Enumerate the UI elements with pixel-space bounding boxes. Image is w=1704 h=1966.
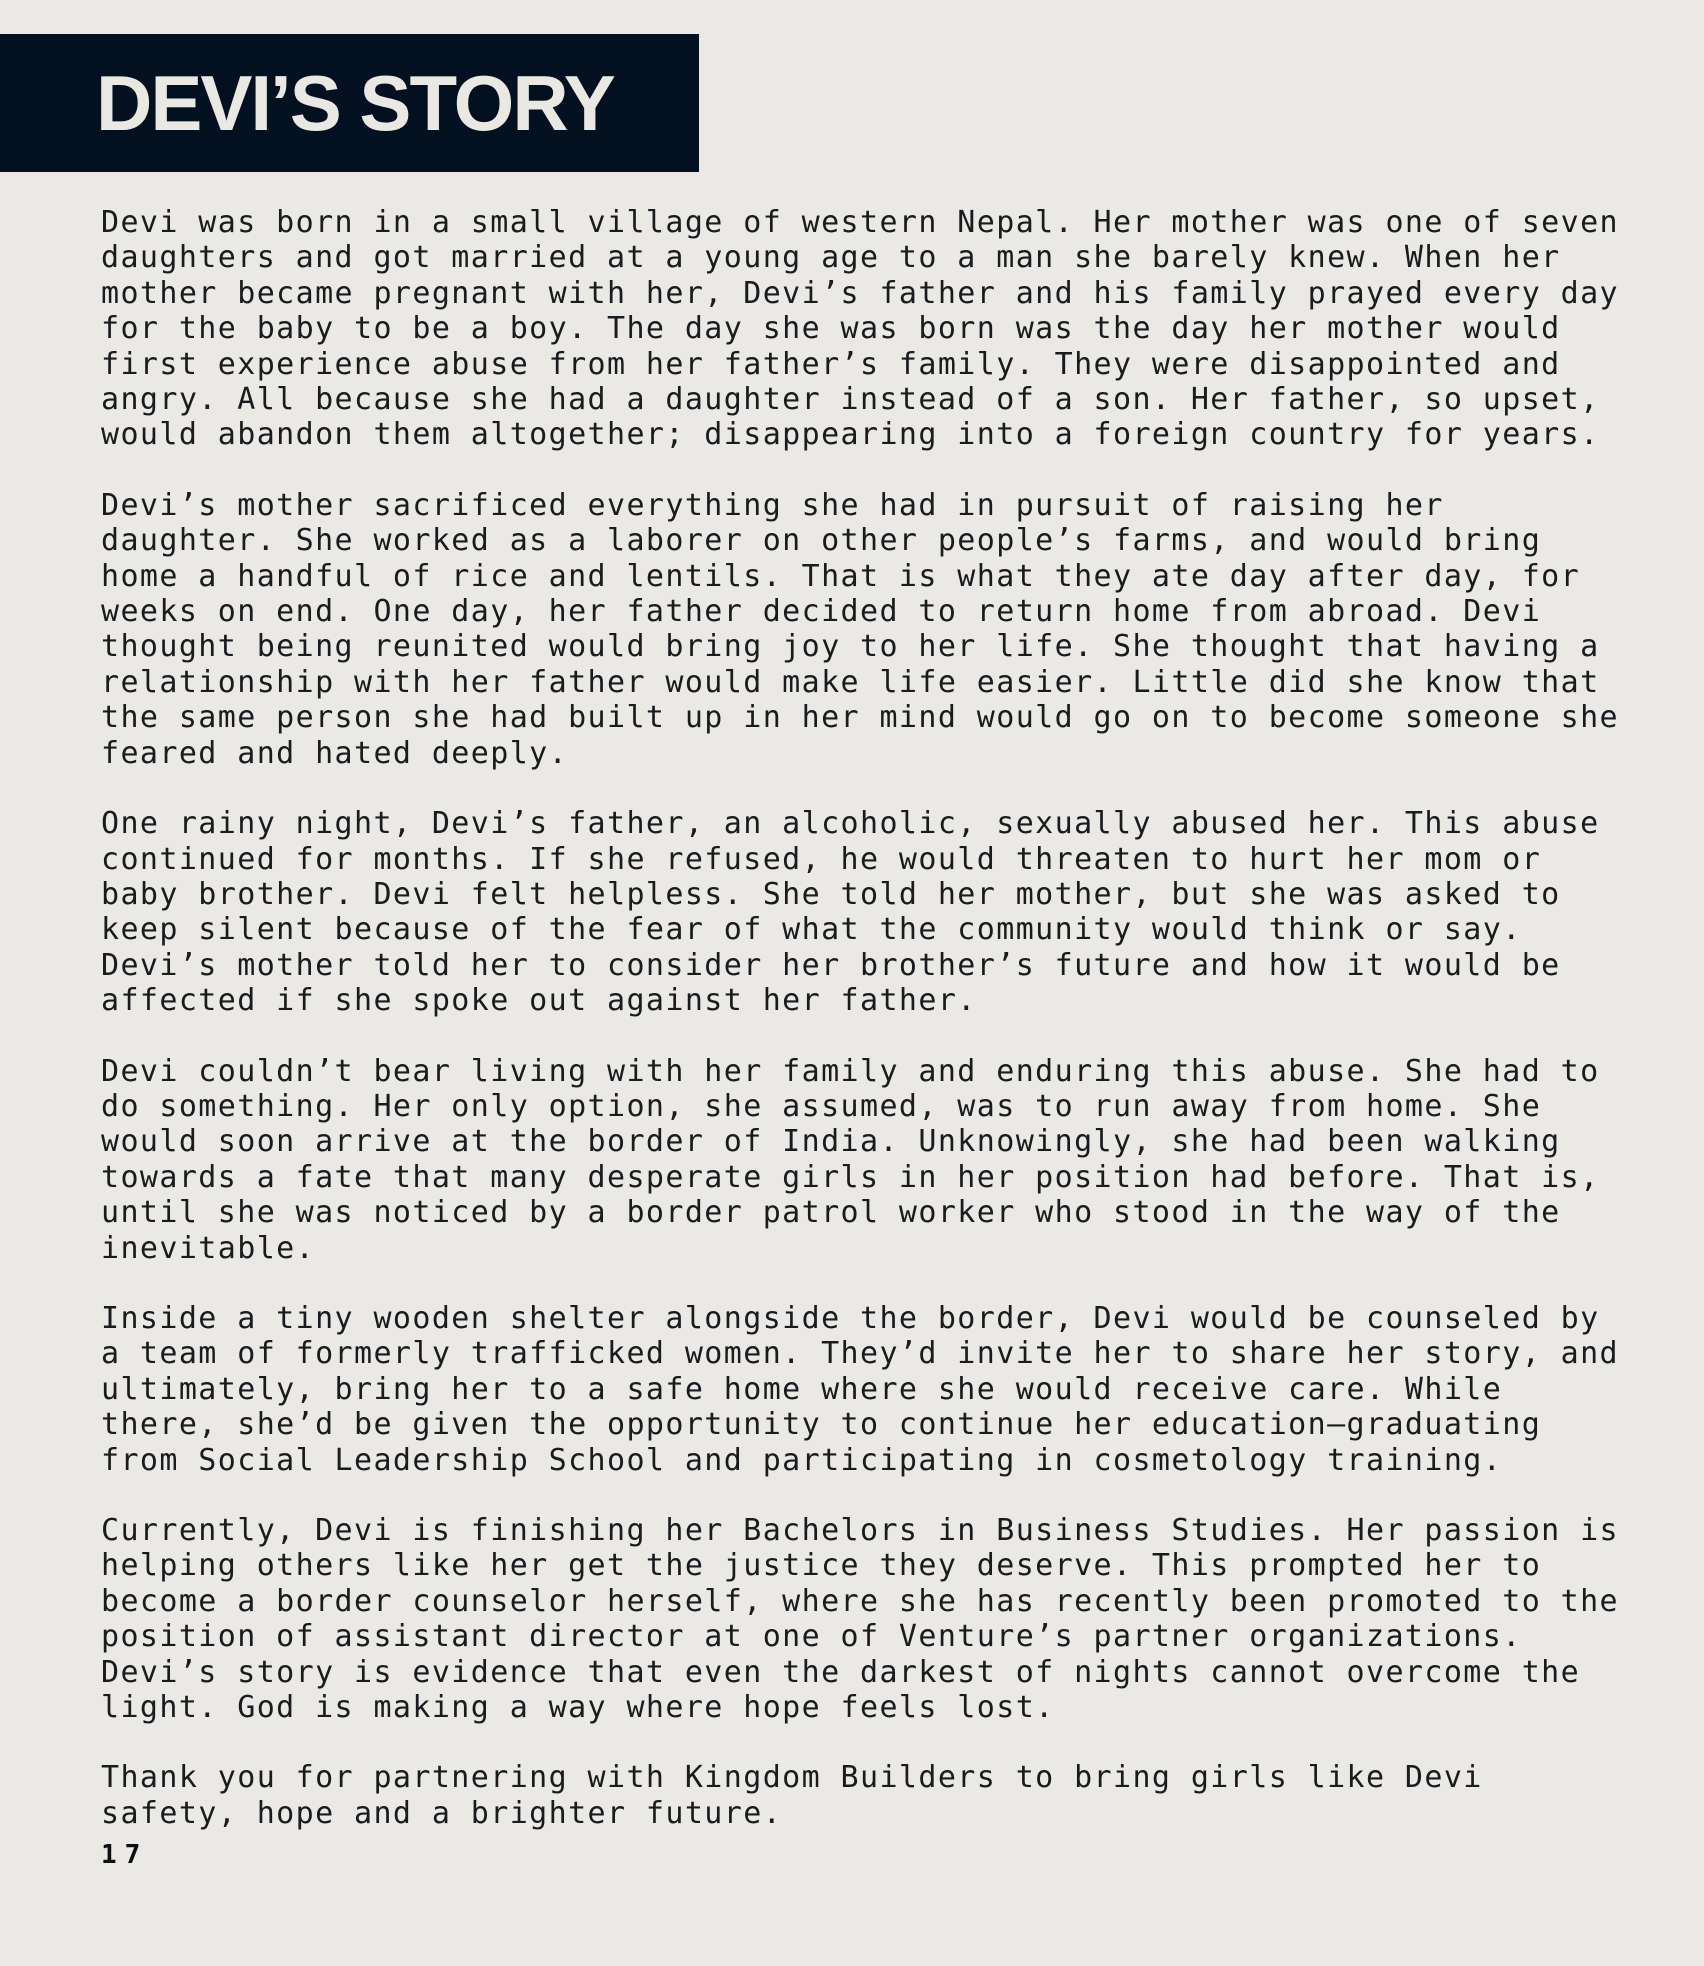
story-paragraph-5: Inside a tiny wooden shelter alongside the border, Devi would be counseled by a team of formerly trafficked women. They’d invite her to share her story, and ultimately, bring her to a safe home where she would receive care. While there, she’d be given the opportunity to continue her education—graduating from Social Leadership School and participating in cosmetology training. — [101, 1300, 1619, 1478]
story-paragraph-6: Currently, Devi is finishing her Bachelors in Business Studies. Her passion is helping others like her get the justice they deserve. This prompted her to become a border counselor herself, where she has recently been promoted to the position of assistant director at one of Venture’s partner organizations. Devi’s story is evidence that even the darkest of nights cannot overcome the light. God is making a way where hope feels lost. — [101, 1513, 1619, 1726]
story-paragraph-1: Devi was born in a small village of western Nepal. Her mother was one of seven daughters and got married at a young age to a man she barely knew. When her mother became pregnant with her, Devi’s father and his family prayed every day for the baby to be a boy. The day she was born was the day her mother would first experience abuse from her father’s family. They were disappointed and angry. All because she had a daughter instead of a son. Her father, so upset, would abandon them altogether; disappearing into a foreign country for years. — [101, 205, 1619, 453]
story-paragraph-2: Devi’s mother sacrificed everything she had in pursuit of raising her daughter. She worked as a laborer on other people’s farms, and would bring home a handful of rice and lentils. That is what they ate day after day, for weeks on end. One day, her father decided to return home from abroad. Devi thought being reunited would bring joy to her life. She thought that having a relationship with her father would make life easier. Little did she know that the same person she had built up in her mind would go on to become someone she feared and hated deeply. — [101, 487, 1619, 771]
page-number: 17 — [101, 1840, 149, 1870]
story-paragraph-4: Devi couldn’t bear living with her family and enduring this abuse. She had to do something. Her only option, she assumed, was to run away from home. She would soon arrive at the border of India. Unknowingly, she had been walking towards a fate that many desperate girls in her position had before. That is, until she was noticed by a border patrol worker who stood in the way of the inevitable. — [101, 1053, 1600, 1266]
page-title: DEVI’S STORY — [96, 59, 614, 147]
story-paragraph-7: Thank you for partnering with Kingdom Builders to bring girls like Devi safety, hope and a brighter future. — [101, 1760, 1483, 1831]
story-paragraph-3: One rainy night, Devi’s father, an alcoholic, sexually abused her. This abuse continued for months. If she refused, he would threaten to hurt her mom or baby brother. Devi felt helpless. She told her mother, but she was asked to keep silent because of the fear of what the community would think or say. Devi’s mother told her to consider her brother’s future and how it would be affected if she spoke out against her father. — [101, 806, 1600, 1019]
story-body — [101, 205, 1681, 1866]
title-banner — [0, 34, 699, 172]
